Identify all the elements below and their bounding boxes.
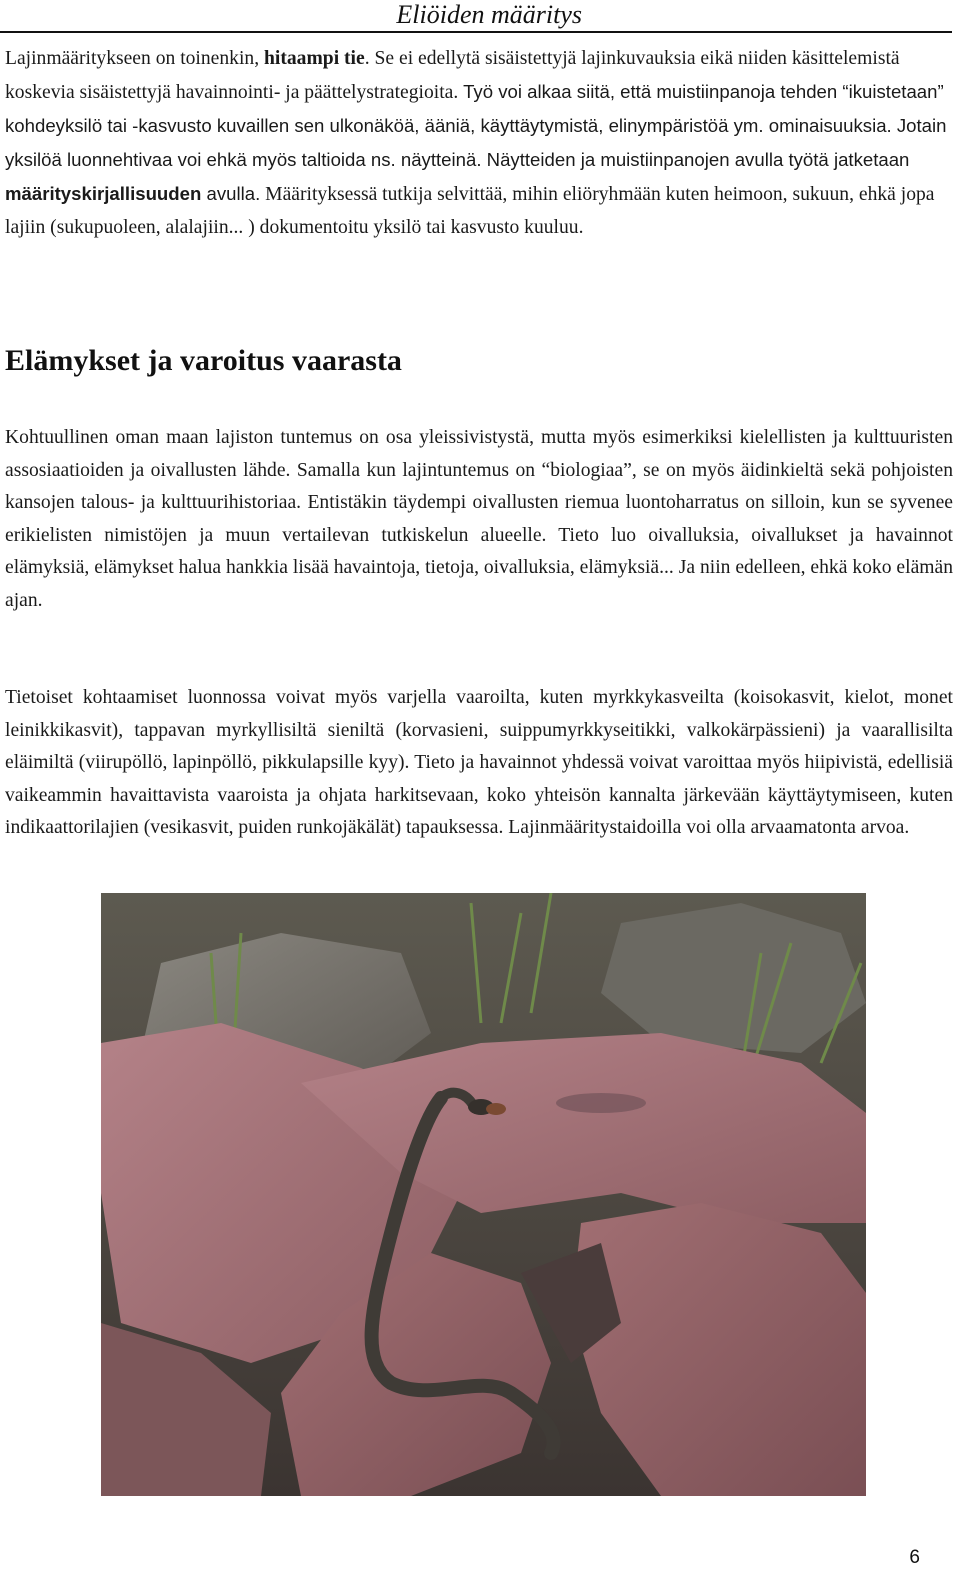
- intro-paragraph: [5, 42, 953, 244]
- p1-bold-slow-way: hitaampi tie: [264, 48, 365, 69]
- p1-text-3: Työ voi alkaa siitä, että muistiinpanoja tehden “ikuistetaan” kohdeyksilö tai -kasvusto kuvaillen sen ulkonäköä, ääniä, käyttäytymistä, elinympäristöä ym. ominaisuuksia. Jotain yksilöä luonnehtivaa voi ehkä myös taltioida ns. näytteinä. Näytteiden ja muistiinpanojen avulla työtä jatketaan: [5, 81, 947, 170]
- p1-text-2: . Se ei edellytä sisäistettyjä lajinkuvauksia eikä niiden käsittelemistä koskevia sisäistettyjä havainnointi- ja päättelystrategioita.: [5, 48, 900, 103]
- p1-text-4: avulla.: [201, 183, 261, 204]
- page-number: 6: [909, 1547, 920, 1568]
- rock-puddle: [556, 1093, 646, 1113]
- snake-on-rocks-photo: [101, 893, 866, 1496]
- p1-text-1: Lajinmääritykseen on toinenkin,: [5, 48, 265, 69]
- running-title: Eliöiden määritys: [396, 0, 582, 29]
- section-heading: Elämykset ja varoitus vaarasta: [5, 344, 402, 377]
- prey-frog: [486, 1103, 506, 1115]
- p1-bold-literature: määrityskirjallisuuden: [5, 183, 202, 204]
- experiences-paragraph: Kohtuullinen oman maan lajiston tuntemus on osa yleissivistystä, mutta myös esimerkiksi kielellisten ja kulttuuristen assosiaatioiden ja oivallusten lähde. Samalla kun lajintuntemus on “biologiaa”, se on myös äidinkieltä sekä pohjoisten kansojen talous- ja kulttuurihistoriaa. Entistäkin täydempi oivallusten riemua luontoharratus on silloin, kun se syvenee erikielisten nimistöjen ja muun vertailevan tutkiskelun alueelle. Tieto luo oivalluksia, oivallukset ja havainnot elämyksiä, elämykset halua hankkia lisää havaintoja, tietoja, oivalluksia, elämyksiä... Ja niin edelleen, ehkä koko elämän ajan.: [5, 427, 953, 611]
- warnings-paragraph: Tietoiset kohtaamiset luonnossa voivat myös varjella vaaroilta, kuten myrkkykasveilta (koisokasvit, kielot, monet leinikkikasvit), tappavan myrkyllisiltä sieniltä (korvasieni, suippumyrkkyseitikki, valkokärpässieni) ja vaarallisilta eläimiltä (viirupöllö, lapinpöllö, pikkulapsille kyy). Tieto ja havainnot yhdessä voivat varoittaa myös hiipivistä, edellisiä vaikeammin havaittavista vaaroista ja ohjata harkitsevaan, koko yhteisön kannalta järkevään käyttäytymiseen, kuten indikaattorilajien (vesikasvit, puiden runkojäkälät) tapauksessa. Lajinmääritystaidoilla voi olla arvaamatonta arvoa.: [5, 687, 953, 838]
- p1-text-5: Määrityksessä tutkija selvittää, mihin eliöryhmään kuten heimoon, sukuun, ehkä jopa lajiin (sukupuoleen, alalajiin... ) dokumentoitu yksilö tai kasvusto kuuluu.: [5, 184, 935, 238]
- header-rule: [0, 31, 952, 33]
